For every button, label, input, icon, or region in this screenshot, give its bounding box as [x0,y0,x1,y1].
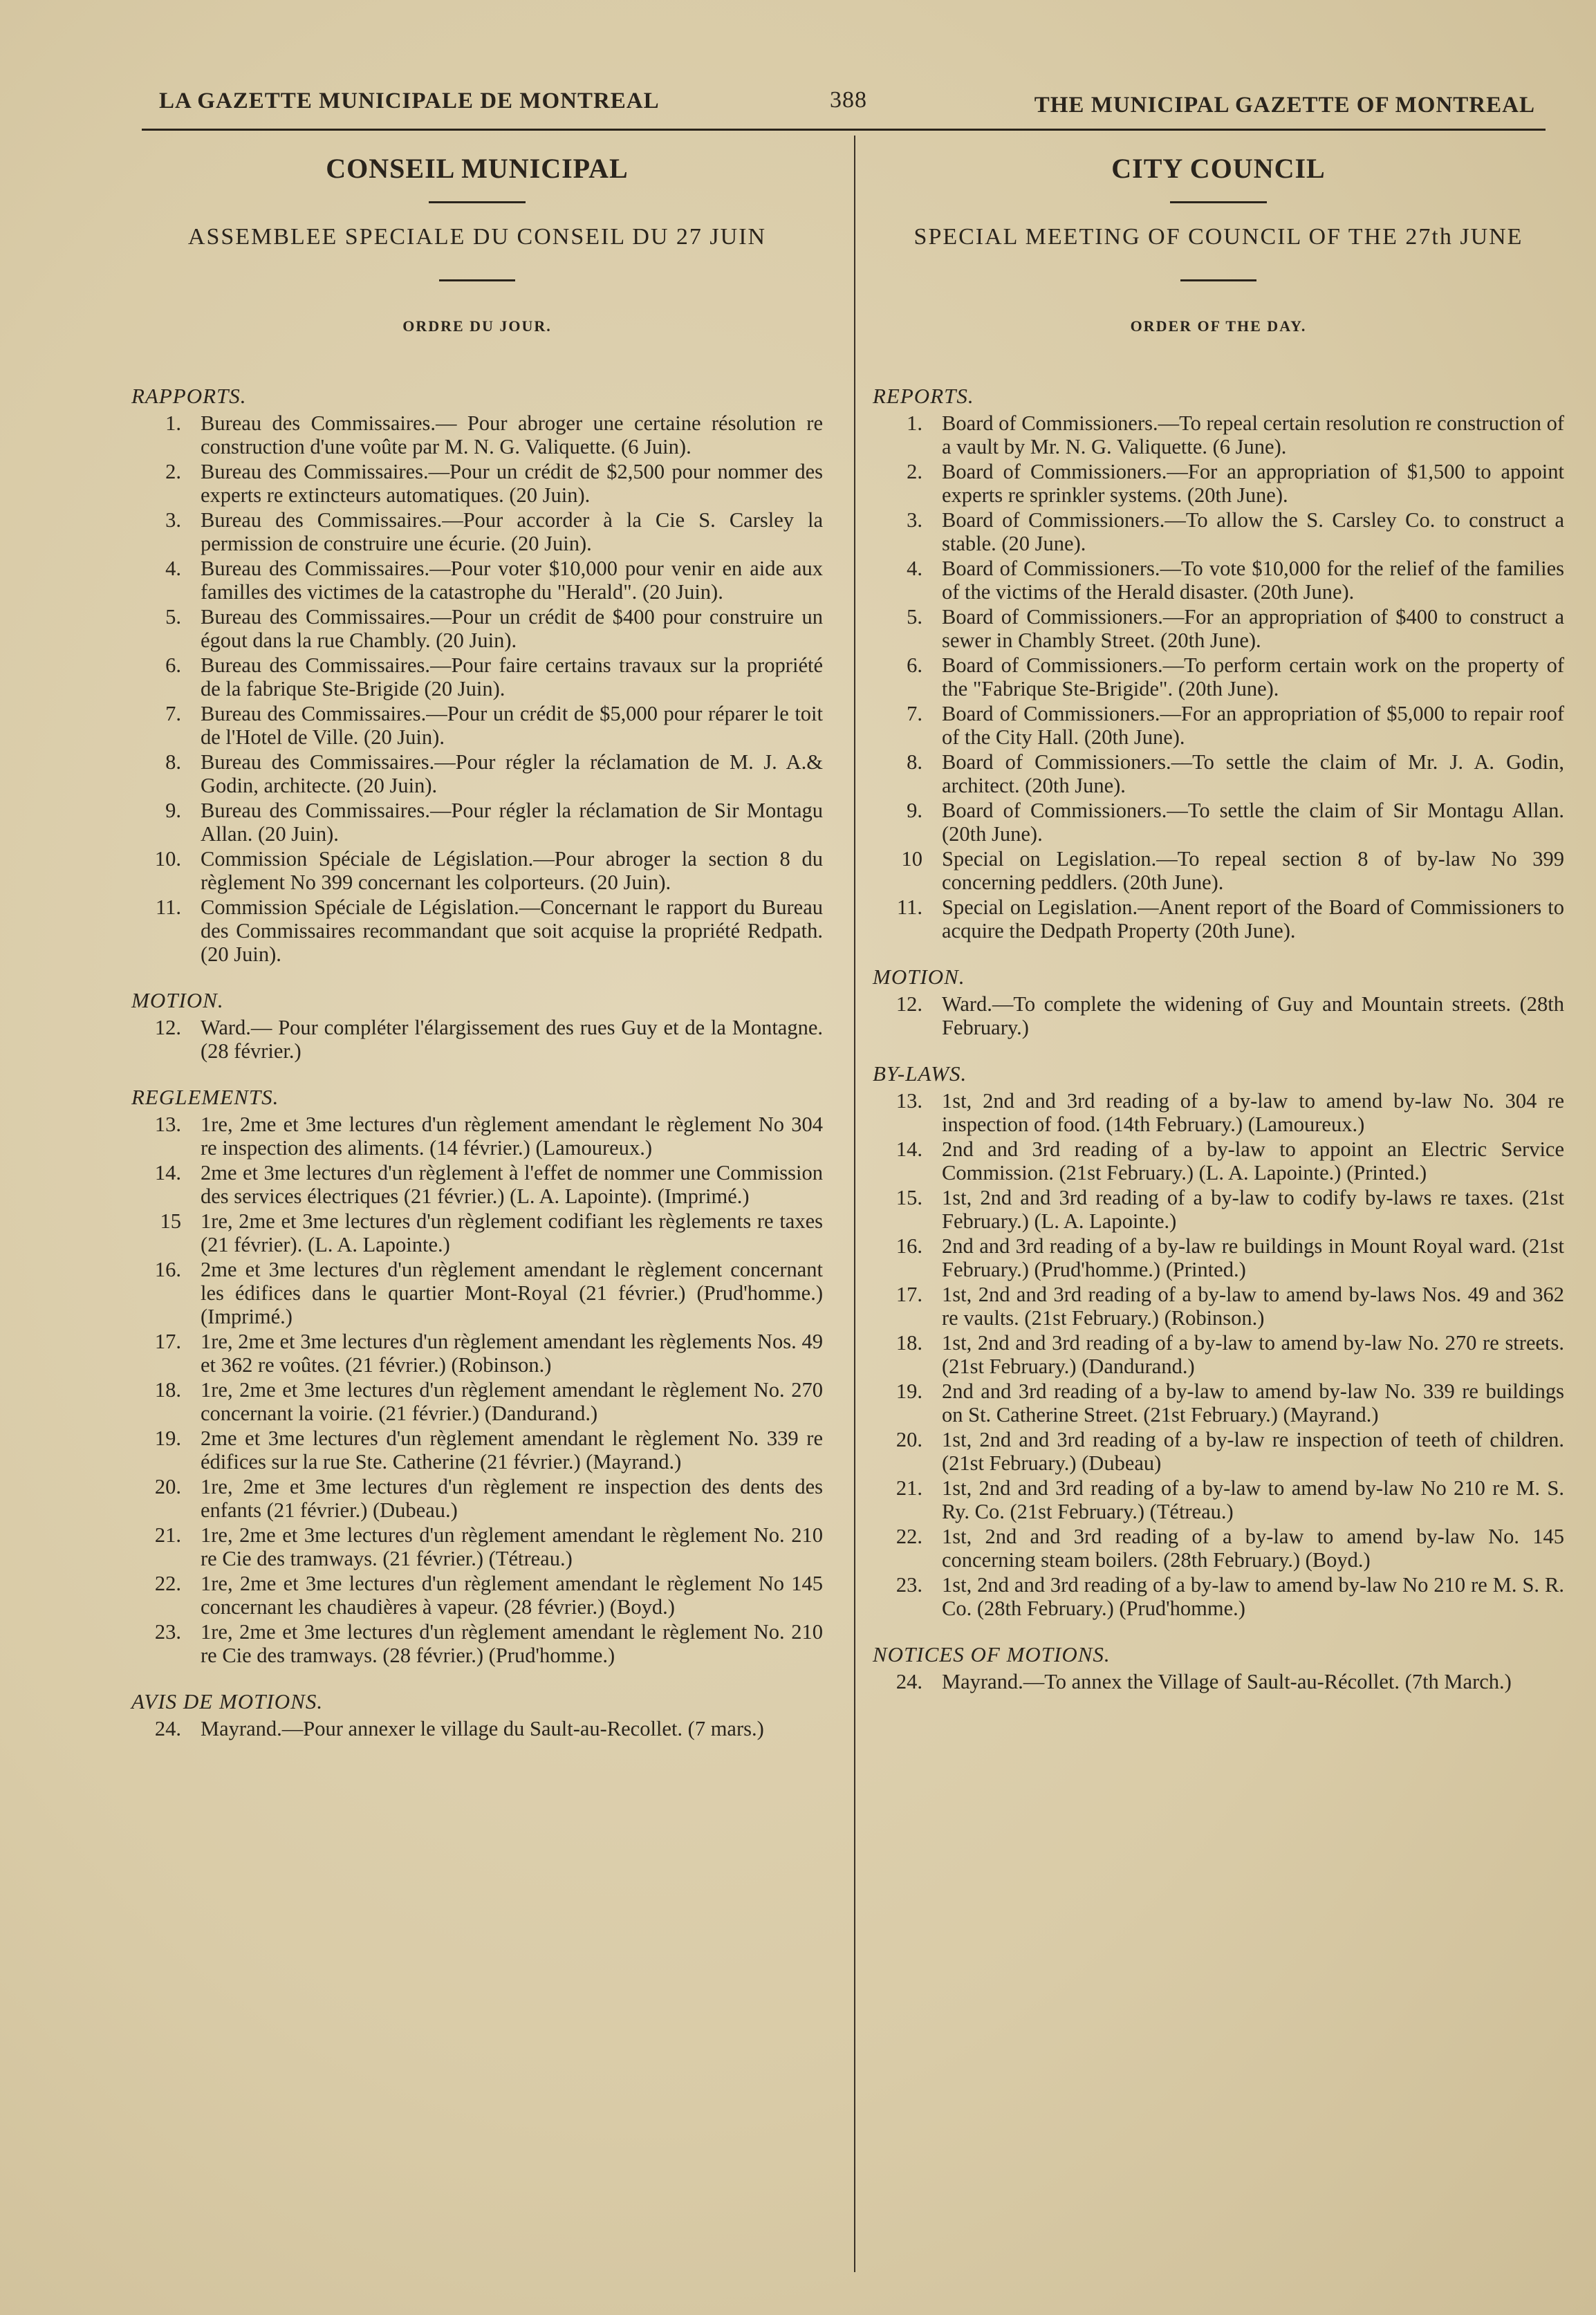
item-text: 1re, 2me et 3me lectures d'un règlement amendant le règlement No 145 concernant les chaudières à vapeur. (28 février.) (Boyd.) [201,1572,823,1619]
agenda-item [873,1670,1564,1693]
item-number: 12. [154,1016,181,1039]
french-subtitle: ASSEMBLEE SPECIALE DU CONSEIL DU 27 JUIN [187,224,767,250]
item-text: Bureau des Commissaires.—Pour un crédit de $5,000 pour réparer le toit de l'Hotel de Ville. (20 Juin). [201,702,823,749]
agenda-list [873,411,1564,942]
agenda-item [873,702,1564,749]
agenda-item [873,1379,1564,1426]
item-number: 10 [901,847,922,871]
item-number: 24. [896,1670,922,1693]
agenda-item [131,702,823,749]
item-text: Bureau des Commissaires.—Pour voter $10,000 pour venir en aide aux familles des victimes de la catastrophe du "Herald". (20 Juin). [201,557,823,604]
item-text: Bureau des Commissaires.—Pour accorder à la Cie S. Carsley la permission de construire une écurie. (20 Juin). [201,508,823,555]
agenda-item [873,1428,1564,1475]
item-text: 1re, 2me et 3me lectures d'un règlement amendant le règlement No. 270 concernant la voirie. (21 février.) (Dandurand.) [201,1378,823,1425]
item-text: 1re, 2me et 3me lectures d'un règlement amendant le règlement No. 210 re Cie des tramways. (21 février.) (Tétreau.) [201,1523,823,1570]
section-heading: AVIS DE MOTIONS. [131,1689,324,1713]
item-text: Board of Commissioners.—To repeal certain resolution re construction of a vault by Mr. N. G. Valiquette. (6 June). [942,411,1564,458]
agenda-item [873,1137,1564,1184]
item-number: 15. [896,1186,922,1209]
item-number: 23. [154,1620,181,1644]
item-number: 4. [165,557,181,580]
agenda-item [131,799,823,846]
item-text: 2nd and 3rd reading of a by-law to appoint an Electric Service Commission. (21st February.) (L. A. Lapointe.) (Printed.) [942,1137,1564,1184]
title-rule [429,201,526,203]
item-number: 18. [896,1331,922,1355]
section-heading: MOTION. [131,988,224,1012]
agenda-list [873,992,1564,1039]
agenda-list [873,1089,1564,1620]
agenda-item [873,799,1564,846]
item-text: Special on Legislation.—Anent report of the Board of Commissioners to acquire the Dedpath Property (20th June). [942,895,1564,942]
item-text: Bureau des Commissaires.—Pour régler la réclamation de M. J. A.& Godin, architecte. (20 Juin). [201,750,823,797]
section-heading: NOTICES OF MOTIONS. [873,1642,1111,1666]
item-number: 12. [896,992,922,1016]
item-number: 2. [907,460,922,483]
item-text: Bureau des Commissaires.—Pour un crédit de $2,500 pour nommer des experts re extincteurs automatiques. (20 Juin). [201,460,823,507]
agenda-item [873,1331,1564,1378]
page-header [159,82,1535,123]
item-text: Mayrand.—Pour annexer le village du Sault-au-Recollet. (7 mars.) [201,1717,764,1740]
agenda-item [873,750,1564,797]
english-agenda [873,384,1564,1693]
agenda-item [873,1573,1564,1620]
agenda-item [131,653,823,700]
item-number: 22. [154,1572,181,1595]
agenda-item [131,508,823,555]
item-text: Ward.— Pour compléter l'élargissement des rues Guy et de la Montagne. (28 février.) [201,1016,823,1063]
agenda-item [131,1523,823,1570]
agenda-item [131,1378,823,1425]
item-text: 1st, 2nd and 3rd reading of a by-law to amend by-law No 210 re M. S. Ry. Co. (21st February.) (Tétreau.) [942,1476,1564,1523]
item-text: 2me et 3me lectures d'un règlement amendant le règlement No. 339 re édifices sur la rue Ste. Catherine (21 février.) (Mayrand.) [201,1426,823,1473]
item-number: 11. [897,895,922,919]
agenda-item [131,411,823,458]
item-text: 2me et 3me lectures d'un règlement amendant le règlement concernant les édifices dans le quartier Mont-Royal (21 février.) (Prud'homme.) (Imprimé.) [201,1258,823,1328]
item-text: Board of Commissioners.—To perform certain work on the property of the "Fabrique Ste-Brigide". (20th June). [942,653,1564,700]
header-french-title: LA GAZETTE MUNICIPALE DE MONTREAL [159,89,660,113]
column-divider [854,136,855,2272]
item-number: 19. [154,1426,181,1450]
item-text: Board of Commissioners.—To vote $10,000 for the relief of the families of the victims of the Herald disaster. (20th June). [942,557,1564,604]
item-number: 13. [154,1113,181,1136]
item-number: 10. [154,847,181,871]
agenda-item [873,411,1564,458]
item-number: 7. [165,702,181,725]
item-text: Bureau des Commissaires.— Pour abroger une certaine résolution re construction d'une voûte par M. N. G. Valiquette. (6 Juin). [201,411,823,458]
item-number: 2. [165,460,181,483]
agenda-item [873,653,1564,700]
item-number: 8. [907,750,922,774]
item-text: Mayrand.—To annex the Village of Sault-au-Récollet. (7th March.) [942,1670,1512,1693]
item-number: 3. [907,508,922,532]
item-number: 21. [896,1476,922,1500]
agenda-item [131,1572,823,1619]
item-text: 1st, 2nd and 3rd reading of a by-law to amend by-law No. 304 re inspection of food. (14th February.) (Lamoureux.) [942,1089,1564,1136]
item-text: Board of Commissioners.—To allow the S. Carsley Co. to construct a stable. (20 June). [942,508,1564,555]
item-number: 23. [896,1573,922,1597]
item-text: Bureau des Commissaires.—Pour régler la réclamation de Sir Montagu Allan. (20 Juin). [201,799,823,846]
agenda-item [131,750,823,797]
item-text: 1st, 2nd and 3rd reading of a by-law to amend by-law No 210 re M. S. R. Co. (28th February.) (Prud'homme.) [942,1573,1564,1620]
item-number: 24. [154,1717,181,1740]
item-text: 1re, 2me et 3me lectures d'un règlement amendant les règlements Nos. 49 et 362 re voûtes. (21 février.) (Robinson.) [201,1330,823,1377]
agenda-item [131,1258,823,1328]
item-number: 7. [907,702,922,725]
item-number: 16. [154,1258,181,1281]
item-number: 5. [165,605,181,629]
agenda-item [873,992,1564,1039]
french-title: CONSEIL MUNICIPAL [326,153,629,184]
agenda-list [131,1016,823,1063]
agenda-list [131,1717,823,1740]
section-heading: MOTION. [873,965,965,989]
agenda-list [873,1670,1564,1693]
item-number: 3. [165,508,181,532]
agenda-item [131,1113,823,1160]
item-number: 22. [896,1525,922,1548]
item-text: 1st, 2nd and 3rd reading of a by-law to amend by-law No. 145 concerning steam boilers. (28th February.) (Boyd.) [942,1525,1564,1572]
item-number: 4. [907,557,922,580]
item-text: 1st, 2nd and 3rd reading of a by-law to amend by-laws Nos. 49 and 362 re vaults. (21st February.) (Robinson.) [942,1283,1564,1330]
item-text: Board of Commissioners.—For an appropriation of $1,500 to appoint experts re sprinkler systems. (20th June). [942,460,1564,507]
english-column [873,138,1564,1695]
agenda-item [873,557,1564,604]
agenda-item [131,1717,823,1740]
agenda-item [873,1525,1564,1572]
item-number: 9. [165,799,181,822]
agenda-item [131,1475,823,1522]
page-number: 388 [830,87,867,113]
item-number: 11. [156,895,181,919]
section-heading: REPORTS. [873,384,974,408]
item-number: 14. [154,1161,181,1184]
agenda-item [873,605,1564,652]
item-text: Board of Commissioners.—To settle the claim of Mr. J. A. Godin, architect. (20th June). [942,750,1564,797]
item-text: 1st, 2nd and 3rd reading of a by-law to codify by-laws re taxes. (21st February.) (L. A. Lapointe.) [942,1186,1564,1233]
english-order-heading: ORDER OF THE DAY. [1130,317,1307,335]
item-number: 18. [154,1378,181,1402]
agenda-list [131,1113,823,1667]
item-number: 20. [896,1428,922,1451]
english-title: CITY COUNCIL [1111,153,1326,184]
section-heading: REGLEMENTS. [131,1085,279,1109]
item-number: 9. [907,799,922,822]
item-number: 6. [907,653,922,677]
section-heading: BY-LAWS. [873,1061,967,1086]
agenda-item [131,1426,823,1473]
item-text: 1re, 2me et 3me lectures d'un règlement codifiant les règlements re taxes (21 février). (L. A. Lapointe.) [201,1209,823,1256]
item-number: 6. [165,653,181,677]
agenda-item [873,1234,1564,1281]
item-text: 2nd and 3rd reading of a by-law to amend by-law No. 339 re buildings on St. Catherine Street. (21st February.) (Mayrand.) [942,1379,1564,1426]
header-english-title: THE MUNICIPAL GAZETTE OF MONTREAL [1034,93,1535,118]
agenda-list [131,411,823,966]
item-number: 17. [896,1283,922,1306]
item-text: Board of Commissioners.—To settle the claim of Sir Montagu Allan. (20th June). [942,799,1564,846]
french-order-heading: ORDRE DU JOUR. [402,317,552,335]
item-number: 14. [896,1137,922,1161]
item-text: Bureau des Commissaires.—Pour un crédit de $400 pour construire un égout dans la rue Chambly. (20 Juin). [201,605,823,652]
item-number: 13. [896,1089,922,1113]
item-text: Special on Legislation.—To repeal section 8 of by-law No 399 concerning peddlers. (20th June). [942,847,1564,894]
item-text: Commission Spéciale de Législation.—Concernant le rapport du Bureau des Commissaires recommandant que soit acquise la propriété Redpath. (20 Juin). [201,895,823,966]
item-text: Commission Spéciale de Législation.—Pour abroger la section 8 du règlement No 399 concernant les colporteurs. (20 Juin). [201,847,823,894]
item-text: Board of Commissioners.—For an appropriation of $5,000 to repair roof of the City Hall. (20th June). [942,702,1564,749]
item-number: 20. [154,1475,181,1498]
agenda-item [131,1620,823,1667]
item-text: 2me et 3me lectures d'un règlement à l'effet de nommer une Commission des services électriques (21 février.) (L. A. Lapointe). (Imprimé.) [201,1161,823,1208]
agenda-item [873,460,1564,507]
agenda-item [873,1476,1564,1523]
agenda-item [873,1283,1564,1330]
agenda-item [131,1330,823,1377]
agenda-item [131,847,823,894]
item-text: 1re, 2me et 3me lectures d'un règlement re inspection des dents des enfants (21 février.) (Dubeau.) [201,1475,823,1522]
item-text: 1re, 2me et 3me lectures d'un règlement amendant le règlement No 304 re inspection des aliments. (14 février.) (Lamoureux.) [201,1113,823,1160]
subtitle-rule [439,279,515,281]
title-rule [1170,201,1267,203]
item-number: 15 [160,1209,181,1233]
item-text: 1re, 2me et 3me lectures d'un règlement amendant le règlement No. 210 re Cie des tramways. (28 février.) (Prud'homme.) [201,1620,823,1667]
agenda-item [131,557,823,604]
item-text: Ward.—To complete the widening of Guy and Mountain streets. (28th February.) [942,992,1564,1039]
agenda-item [131,605,823,652]
agenda-item [873,847,1564,894]
agenda-item [131,1161,823,1208]
agenda-item [873,895,1564,942]
item-number: 1. [907,411,922,435]
agenda-item [131,1209,823,1256]
item-text: 1st, 2nd and 3rd reading of a by-law re inspection of teeth of children. (21st February.) (Dubeau) [942,1428,1564,1475]
item-number: 8. [165,750,181,774]
item-text: Bureau des Commissaires.—Pour faire certains travaux sur la propriété de la fabrique Ste-Brigide (20 Juin). [201,653,823,700]
agenda-item [131,1016,823,1063]
item-text: 2nd and 3rd reading of a by-law re buildings in Mount Royal ward. (21st February.) (Prud'homme.) (Printed.) [942,1234,1564,1281]
agenda-item [873,1089,1564,1136]
item-number: 1. [165,411,181,435]
agenda-item [873,508,1564,555]
french-column [131,138,823,1742]
item-number: 19. [896,1379,922,1403]
item-number: 21. [154,1523,181,1547]
item-number: 16. [896,1234,922,1258]
item-text: 1st, 2nd and 3rd reading of a by-law to amend by-law No. 270 re streets. (21st February.) (Dandurand.) [942,1331,1564,1378]
agenda-item [131,895,823,966]
item-text: Board of Commissioners.—For an appropriation of $400 to construct a sewer in Chambly Street. (20th June). [942,605,1564,652]
french-agenda [131,384,823,1740]
header-rule [142,129,1546,131]
item-number: 5. [907,605,922,629]
agenda-item [873,1186,1564,1233]
subtitle-rule [1180,279,1256,281]
item-number: 17. [154,1330,181,1353]
agenda-item [131,460,823,507]
english-subtitle: SPECIAL MEETING OF COUNCIL OF THE 27th JUNE [913,224,1523,250]
section-heading: RAPPORTS. [131,384,247,408]
